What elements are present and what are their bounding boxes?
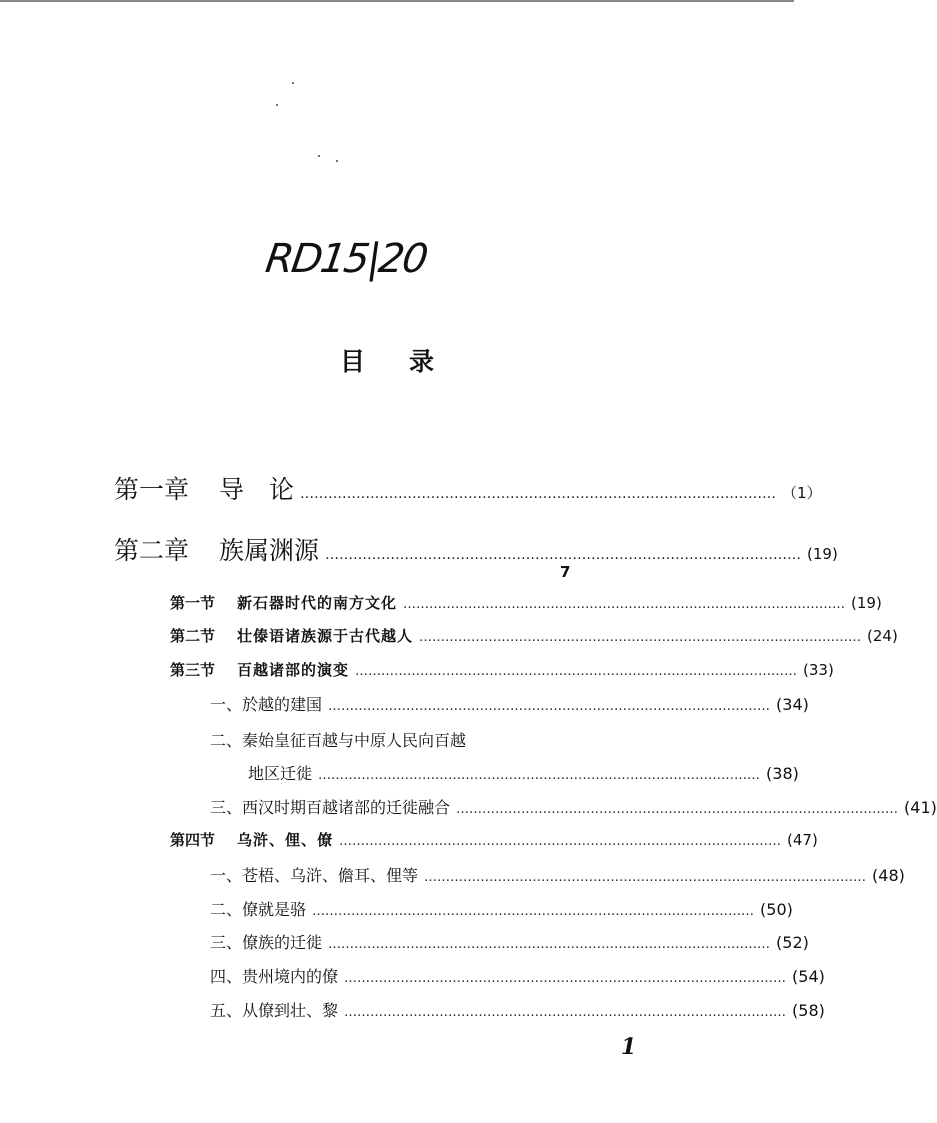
item-page: (41) <box>904 798 937 817</box>
toc-item[interactable] <box>210 964 825 987</box>
dot-leader: ………………………………………………………………………………………… <box>419 630 862 645</box>
toc-item[interactable] <box>210 897 793 920</box>
toc-section-4[interactable] <box>170 829 818 850</box>
dot-leader: ………………………………………………………………………………………… <box>325 547 802 563</box>
dot-leader: ………………………………………………………………………………………… <box>403 597 846 612</box>
dot-leader: ………………………………………………………………………………………… <box>355 664 798 679</box>
chapter-title: 导 论 <box>219 475 295 504</box>
dot-leader: ………………………………………………………………………………………… <box>328 937 771 952</box>
item-page: (58) <box>792 1001 825 1020</box>
scan-speck <box>292 82 294 84</box>
item-page: (34) <box>776 695 809 714</box>
section-number: 第四节 <box>170 831 216 849</box>
section-title: 乌浒、俚、僚 <box>237 831 334 849</box>
section-title: 壮傣语诸族源于古代越人 <box>237 627 414 645</box>
toc-item[interactable] <box>210 795 937 818</box>
item-label: 三、西汉时期百越诸部的迁徙融合 <box>210 798 451 817</box>
item-label: 一、於越的建国 <box>210 695 323 714</box>
dot-leader: ………………………………………………………………………………………… <box>300 486 777 502</box>
dot-leader: ………………………………………………………………………………………… <box>344 1005 787 1020</box>
top-border-line <box>0 0 794 2</box>
item-label: 二、僚就是骆 <box>210 900 307 919</box>
dot-leader: ………………………………………………………………………………………… <box>328 699 771 714</box>
dot-leader: ………………………………………………………………………………………… <box>424 870 867 885</box>
item-page: (50) <box>760 900 793 919</box>
toc-item[interactable] <box>248 761 799 784</box>
item-page: (38) <box>766 764 799 783</box>
toc-item[interactable] <box>210 998 825 1021</box>
item-label-continuation: 地区迁徙 <box>248 764 313 783</box>
toc-item[interactable] <box>210 692 809 715</box>
dot-leader: ………………………………………………………………………………………… <box>456 802 899 817</box>
toc-chapter-1[interactable] <box>114 470 822 506</box>
dot-leader: ………………………………………………………………………………………… <box>344 971 787 986</box>
section-page: (24) <box>867 627 898 645</box>
stray-mark: 7 <box>560 563 571 581</box>
chapter-number: 第一章 <box>114 475 190 504</box>
chapter-title: 族属渊源 <box>219 536 320 565</box>
scan-speck <box>318 155 320 157</box>
toc-section-2[interactable] <box>170 625 898 646</box>
item-label: 五、从僚到壮、黎 <box>210 1001 339 1020</box>
toc-item-label-line1[interactable]: 二、秦始皇征百越与中原人民向百越 <box>210 731 467 750</box>
item-label: 一、苍梧、乌浒、儋耳、俚等 <box>210 866 419 885</box>
chapter-page: （1） <box>782 484 822 502</box>
section-number: 第二节 <box>170 627 216 645</box>
section-number: 第三节 <box>170 661 216 679</box>
item-label: 四、贵州境内的僚 <box>210 967 339 986</box>
section-page: (33) <box>803 661 834 679</box>
item-page: (54) <box>792 967 825 986</box>
dot-leader: ………………………………………………………………………………………… <box>312 904 755 919</box>
dot-leader: ………………………………………………………………………………………… <box>318 768 761 783</box>
item-label: 三、僚族的迁徙 <box>210 933 323 952</box>
scan-speck <box>336 160 338 162</box>
section-title: 百越诸部的演变 <box>237 661 350 679</box>
section-page: (47) <box>787 831 818 849</box>
page-title <box>340 342 434 378</box>
toc-item[interactable] <box>210 930 809 953</box>
title-char-1: 目 <box>340 347 366 376</box>
toc-chapter-2[interactable] <box>114 531 838 567</box>
handwritten-call-number: RD15|20 <box>262 236 430 282</box>
toc-section-1[interactable] <box>170 592 882 613</box>
dot-leader: ………………………………………………………………………………………… <box>339 834 782 849</box>
chapter-page: (19) <box>807 545 838 563</box>
section-title: 新石器时代的南方文化 <box>237 594 398 612</box>
section-page: (19) <box>851 594 882 612</box>
item-page: (52) <box>776 933 809 952</box>
page-number: 1 <box>621 1034 637 1060</box>
scan-speck <box>276 104 278 106</box>
title-char-2: 录 <box>409 347 435 376</box>
section-number: 第一节 <box>170 594 216 612</box>
item-page: (48) <box>872 866 905 885</box>
toc-section-3[interactable] <box>170 659 834 680</box>
toc-item[interactable] <box>210 863 905 886</box>
chapter-number: 第二章 <box>114 536 190 565</box>
